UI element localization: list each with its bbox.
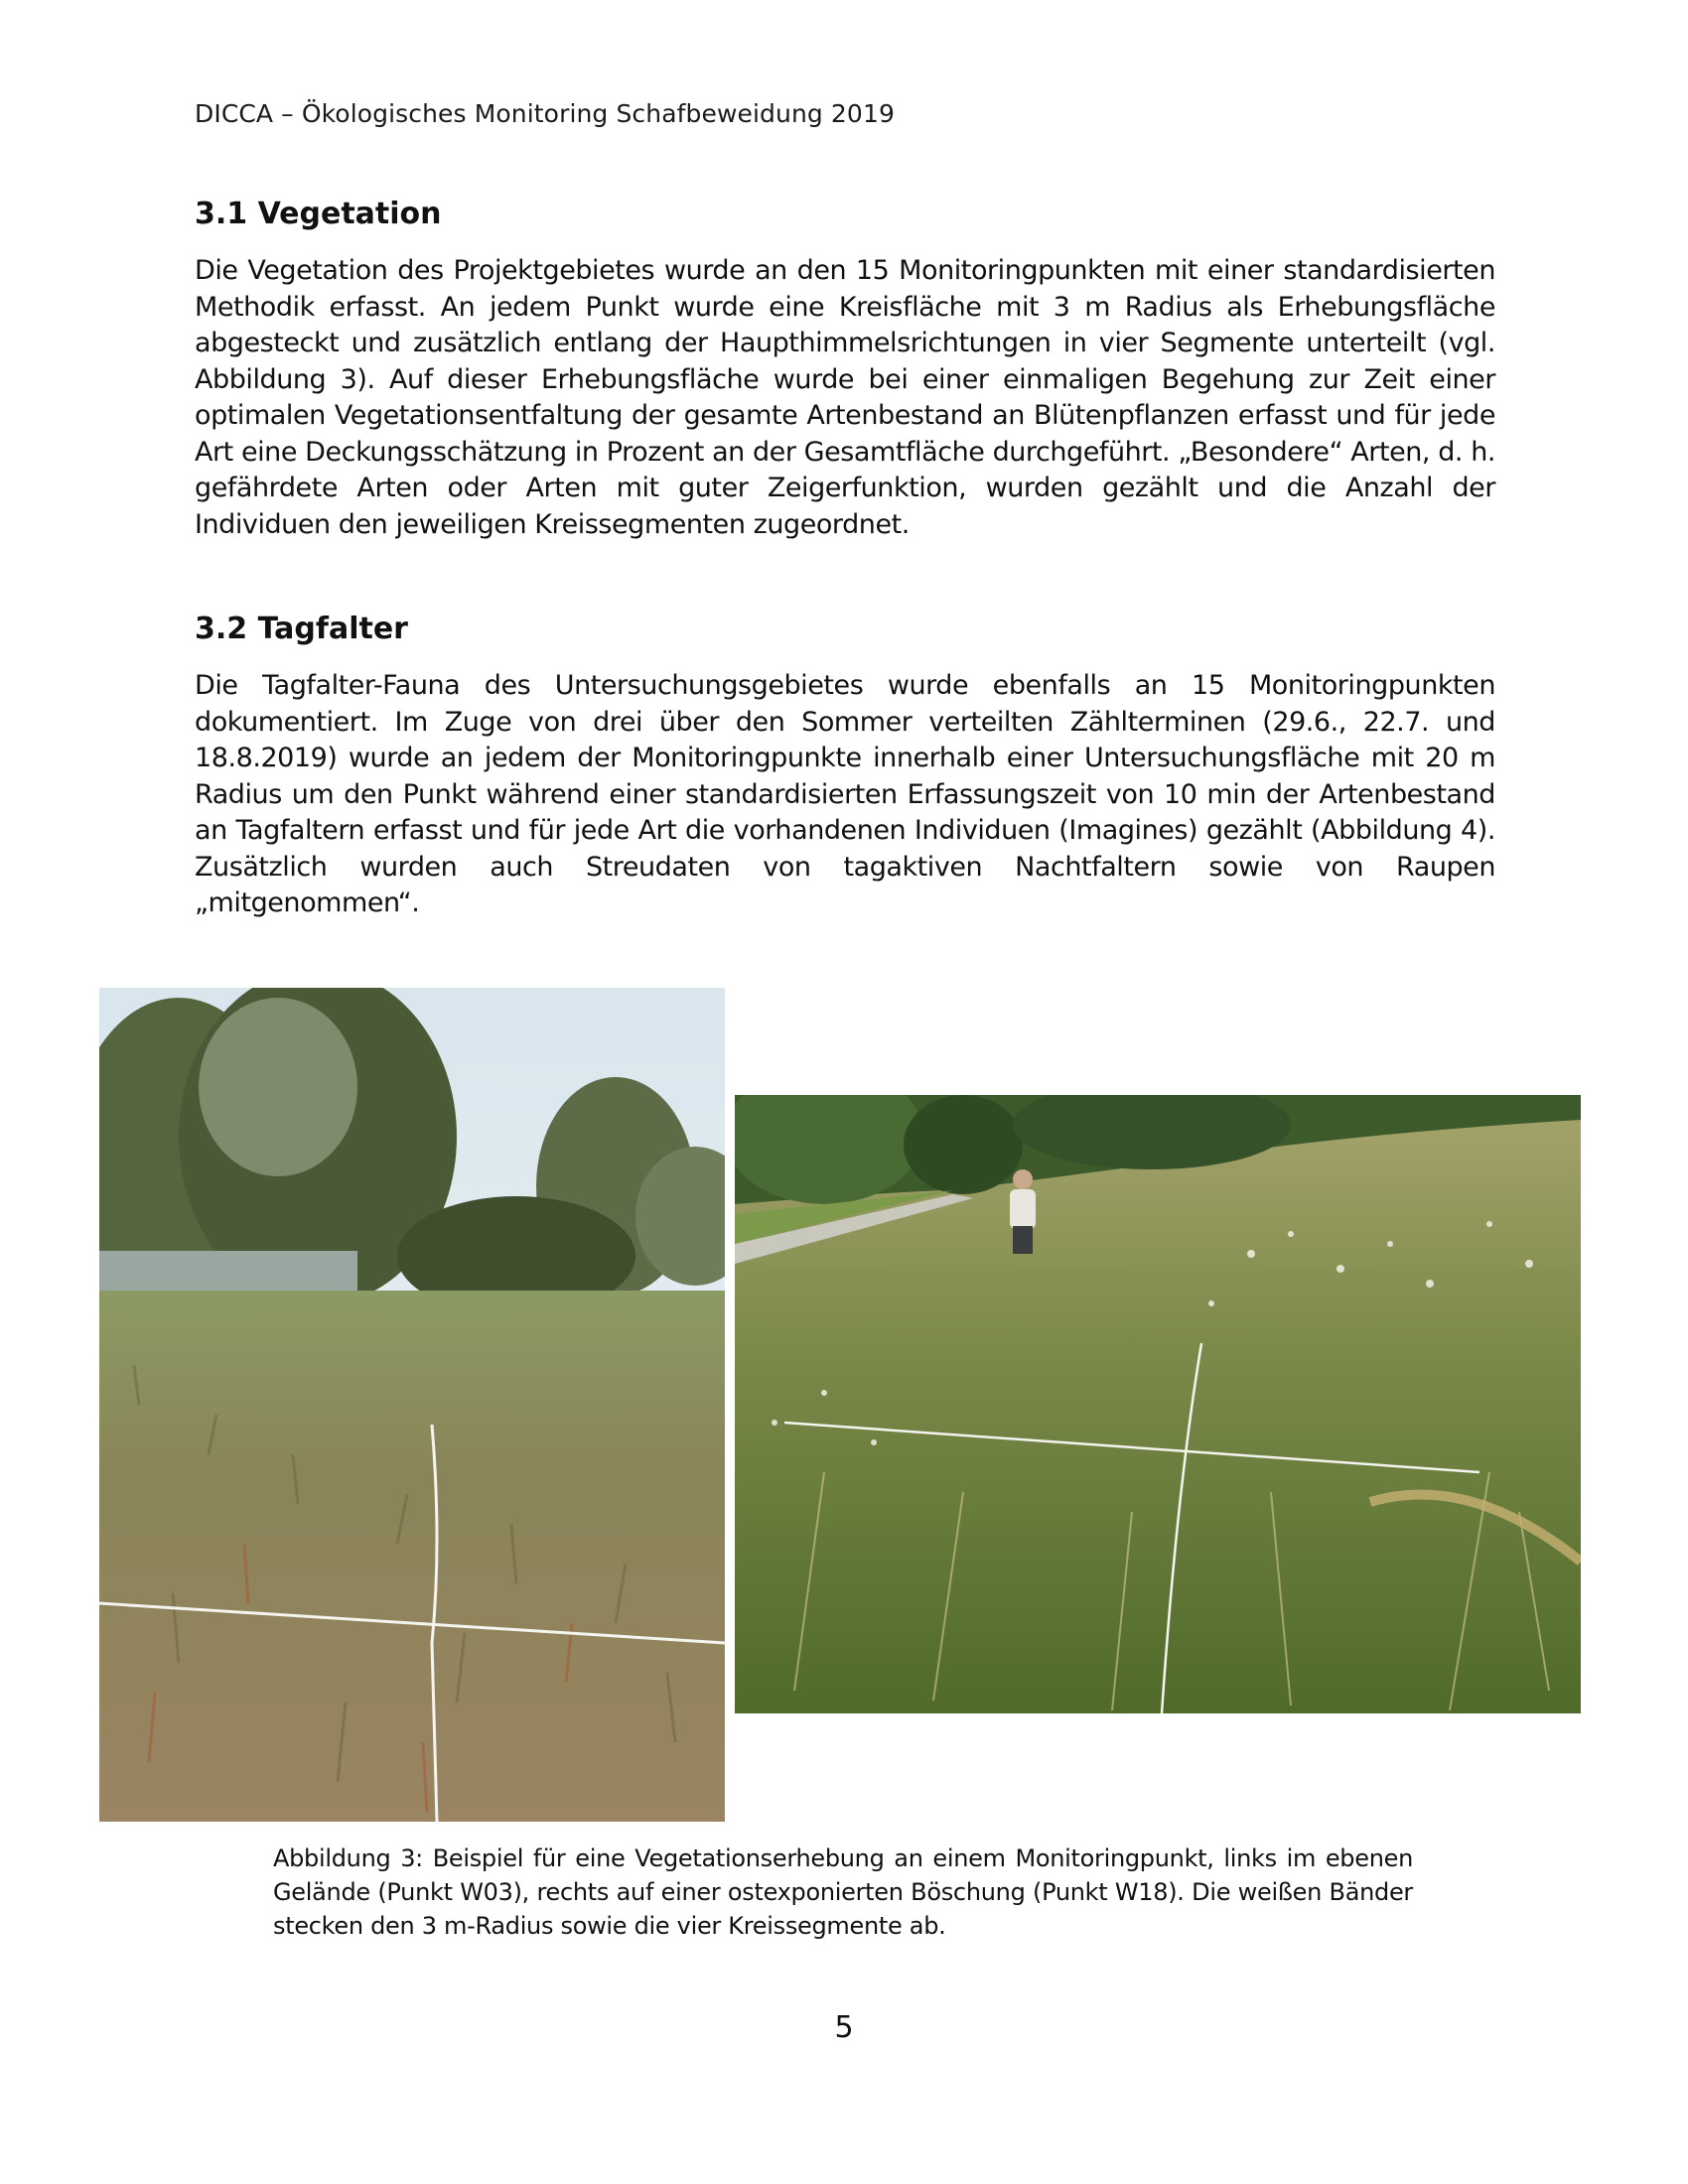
section-text-vegetation: Die Vegetation des Projektgebietes wurde an den 15 Monitoringpunkten mit einer standardisierten Methodik erfasst. An jedem Punkt wurde eine Kreisfläche mit 3 m Radius als Erhebungsfläche abgesteckt und zusätzlich entlang der Haupthimmelsrichtungen in vier Segmente unterteilt (vgl. Abbildung 3). Auf dieser Erhebungsfläche wurde bei einer einmaligen Begehung zur Zeit einer optimalen Vegetationsentfaltung der gesamte Artenbestand an Blütenpflanzen erfasst und für jede Art eine Deckungsschätzung in Prozent an der Gesamtfläche durchgeführt. „Besondere“ Arten, d. h. gefährdete Arten oder Arten mit guter Zeigerfunktion, wurden gezählt und die Anzahl der Individuen den jeweiligen Kreissegmenten zugeordnet. — [195, 255, 1495, 540]
section-heading-tagfalter: 3.2 Tagfalter — [195, 612, 408, 646]
page-number: 5 — [834, 2010, 854, 2045]
photo-flat-meadow — [99, 988, 725, 1822]
page-header: DICCA – Ökologisches Monitoring Schafbeweidung 2019 — [195, 99, 895, 128]
section-heading-vegetation: 3.1 Vegetation — [195, 197, 442, 231]
section-vegetation — [195, 197, 1495, 543]
section-tagfalter — [195, 612, 1495, 922]
photo-east-slope — [735, 1095, 1581, 1713]
figure-caption: Abbildung 3: Beispiel für eine Vegetationserhebung an einem Monitoringpunkt, links im ebenen Gelände (Punkt W03), rechts auf einer ostexponierten Böschung (Punkt W18). Die weißen Bänder stecken den 3 m-Radius sowie die vier Kreissegmente ab. — [273, 1844, 1413, 1940]
section-text-tagfalter: Die Tagfalter-Fauna des Untersuchungsgebietes wurde ebenfalls an 15 Monitoringpunkten dokumentiert. Im Zuge von drei über den Sommer verteilten Zählterminen (29.6., 22.7. und 18.8.2019) wurde an jedem der Monitoringpunkte innerhalb einer Untersuchungsfläche mit 20 m Radius um den Punkt während einer standardisierten Erfassungszeit von 10 min der Artenbestand an Tagfaltern erfasst und für jede Art die vorhandenen Individuen (Imagines) gezählt (Abbildung 4). Zusätzlich wurden auch Streudaten von tagaktiven Nachtfaltern sowie von Raupen „mitgenommen“. — [195, 670, 1495, 918]
